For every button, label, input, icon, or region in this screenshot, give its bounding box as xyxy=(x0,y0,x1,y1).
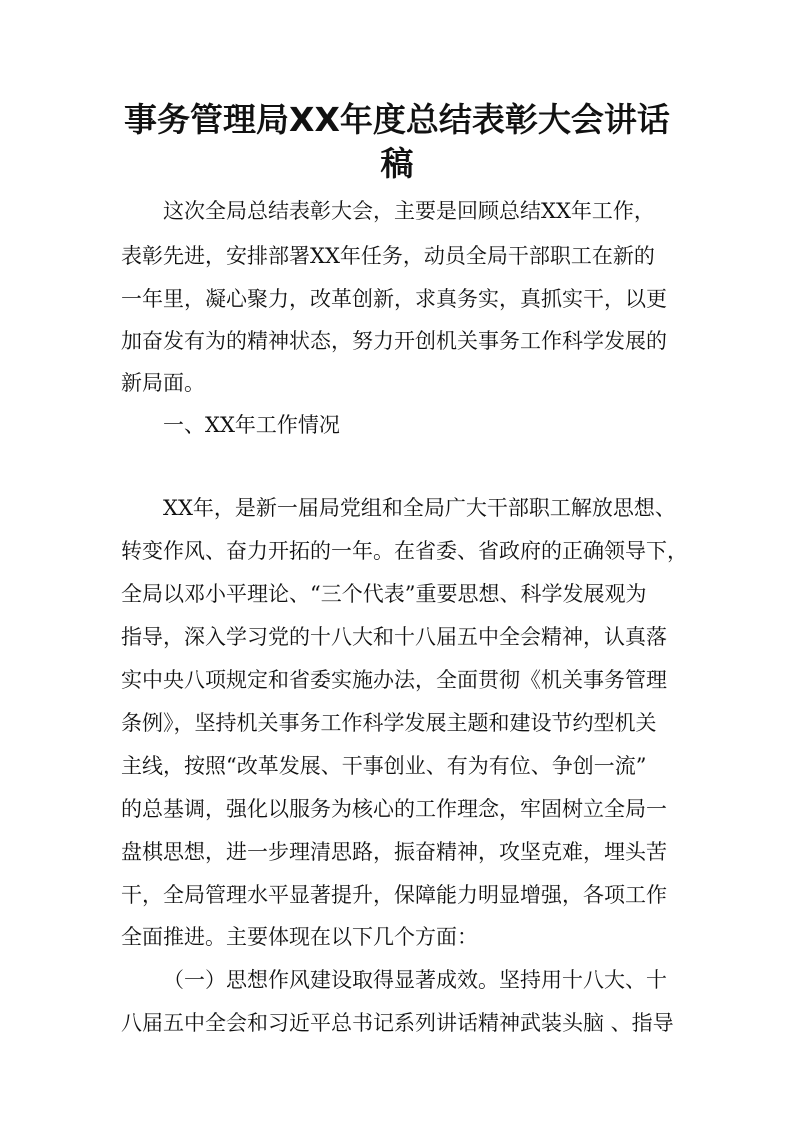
intro-line: 一年里，凝心聚力，改革创新，求真务实，真抓实干，以更 xyxy=(121,287,667,311)
section-heading: 一、XX年工作情况 xyxy=(163,413,340,437)
intro-line: 表彰先进，安排部署XX年任务，动员全局干部职工在新的 xyxy=(121,244,655,268)
body-line: XX年，是新一届局党组和全局广大干部职工解放思想、 xyxy=(163,496,676,520)
body-line: 全面推进。主要体现在以下几个方面： xyxy=(121,925,478,949)
body-line: 全局以邓小平理论、“三个代表”重要思想、科学发展观为 xyxy=(121,582,647,606)
intro-line: 新局面。 xyxy=(121,371,205,395)
body-line: 干，全局管理水平显著提升，保障能力明显增强，各项工作 xyxy=(121,883,667,907)
body-line: 主线，按照“改革发展、干事创业、有为有位、争创一流” xyxy=(121,754,647,778)
subsection-line: （一）思想作风建设取得显著成效。坚持用十八大、十 xyxy=(163,968,667,992)
subsection-line: 八届五中全会和习近平总书记系列讲话精神武装头脑 、指导 xyxy=(121,1011,674,1035)
body-line: 的总基调，强化以服务为核心的工作理念，牢固树立全局一 xyxy=(121,797,667,821)
body-line: 实中央八项规定和省委实施办法，全面贯彻《机关事务管理 xyxy=(121,668,667,692)
body-line: 盘棋思想，进一步理清思路，振奋精神，攻坚克难，埋头苦 xyxy=(121,840,667,864)
document-title-line-1: 事务管理局XX年度总结表彰大会讲话 xyxy=(124,100,670,139)
body-line: 指导，深入学习党的十八大和十八届五中全会精神，认真落 xyxy=(121,625,667,649)
intro-line: 这次全局总结表彰大会，主要是回顾总结XX年工作， xyxy=(163,199,655,223)
body-line: 转变作风、奋力开拓的一年。在省委、省政府的正确领导下， xyxy=(121,539,688,563)
body-line: 条例》，坚持机关事务工作科学发展主题和建设节约型机关 xyxy=(121,711,657,735)
document-title-line-2: 稿 xyxy=(380,144,414,183)
intro-line: 加奋发有为的精神状态，努力开创机关事务工作科学发展的 xyxy=(121,329,667,353)
